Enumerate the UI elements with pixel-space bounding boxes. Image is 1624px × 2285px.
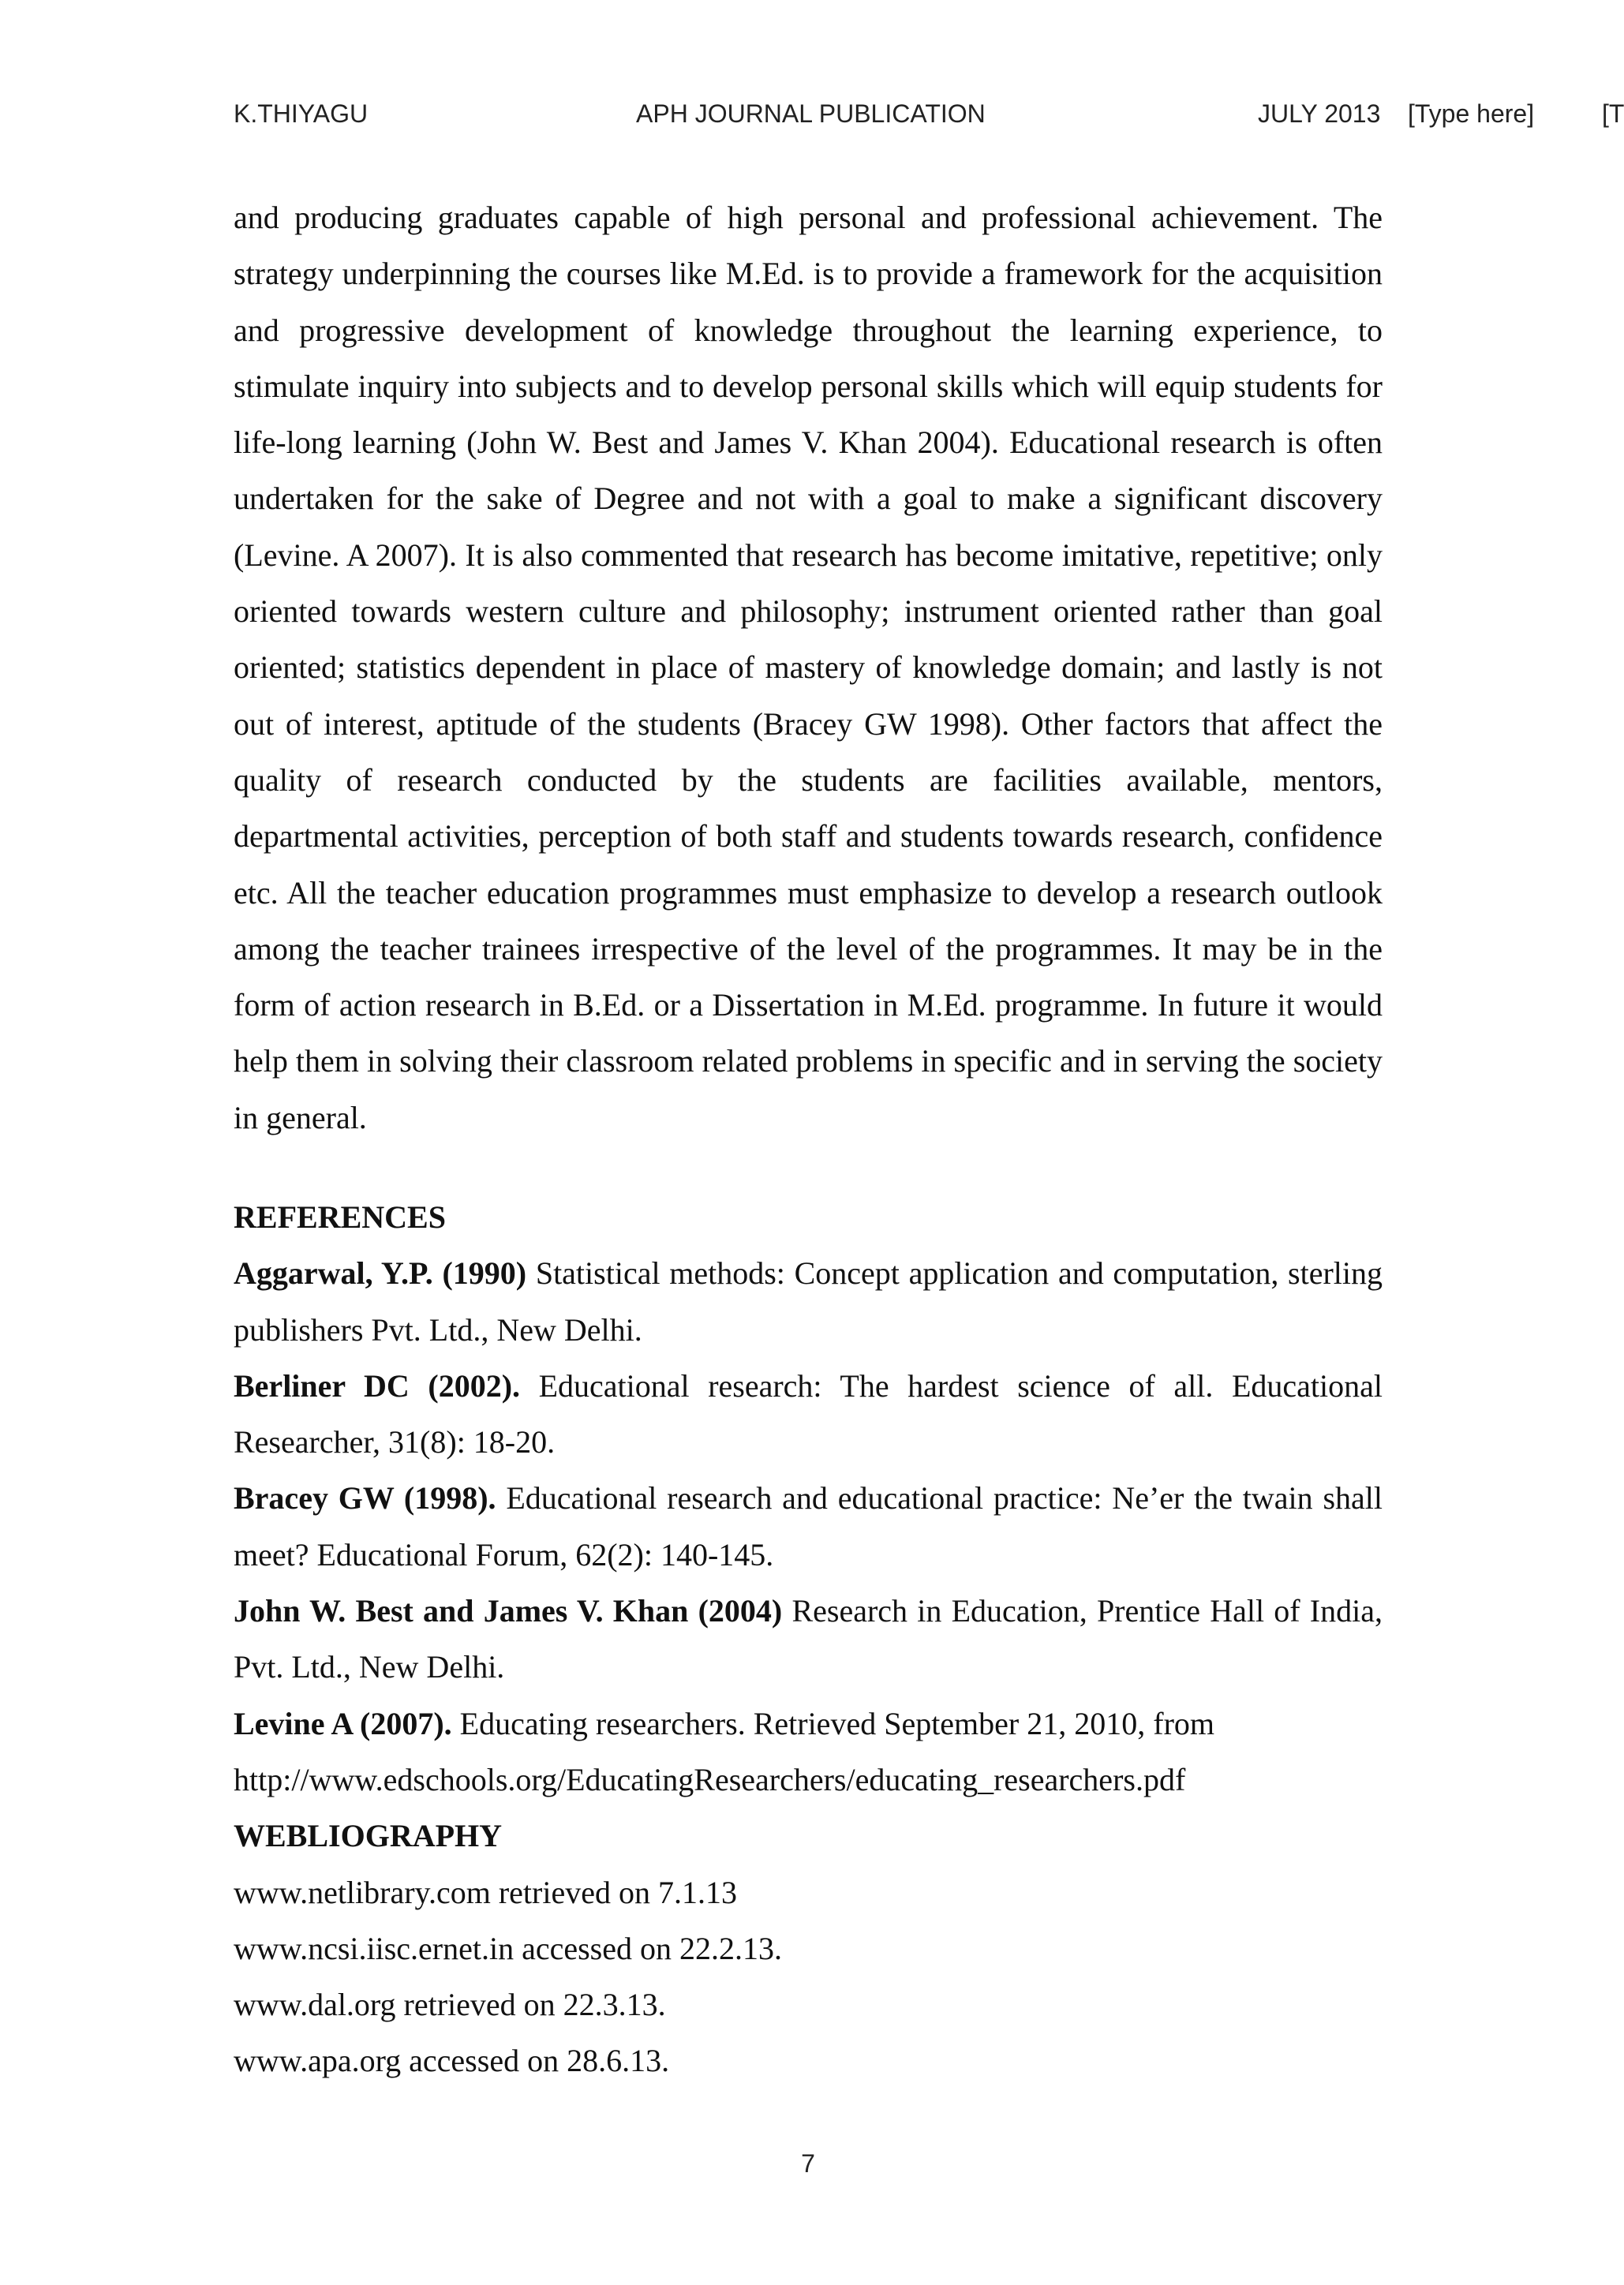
reference-url-link[interactable]: http://www.edschools.org/EducatingResearchers/educating_researchers.pdf: [234, 1761, 1186, 1797]
webliography-entry-netlibrary: www.netlibrary.com retrieved on 7.1.13: [234, 1874, 737, 1910]
webliography-entry-dal: www.dal.org retrieved on 22.3.13.: [234, 1987, 666, 2023]
reference-author: John W. Best and James V. Khan (2004): [234, 1593, 783, 1629]
reference-text: Educational research: The hardest science of all. Educational Researcher, 31(8): 18-20.: [234, 1367, 1383, 1460]
page-number: 7: [801, 2149, 815, 2178]
references-section: [234, 1189, 1383, 2089]
reference-author: Berliner DC (2002).: [234, 1367, 521, 1404]
reference-entry: [234, 1696, 1383, 1808]
page-header: [0, 99, 1624, 131]
reference-entry: [234, 1358, 1383, 1471]
body-paragraph: and producing graduates capable of high personal and professional achievement. The strategy underpinning the courses like M.Ed. is to provide a framework for the acquisition and progressive development of knowledge throughout the learning experience, to stimulate inquiry into subjects and to develop personal skills which will equip students for life-long learning (John W. Best and James V. Khan 2004). Educational research is often undertaken for the sake of Degree and not with a goal to make a significant discovery (Levine. A 2007). It is also commented that research has become imitative, repetitive; only oriented towards western culture and philosophy; instrument oriented rather than goal oriented; statistics dependent in place of mastery of knowledge domain; and lastly is not out of interest, aptitude of the students (Bracey GW 1998). Other factors that affect the quality of research conducted by the students are facilities available, mentors, departmental activities, perception of both staff and students towards research, confidence etc. All the teacher education programmes must emphasize to develop a research outlook among the teacher trainees irrespective of the level of the programmes. It may be in the form of action research in B.Ed. or a Dissertation in M.Ed. programme. In future it would help them in solving their classroom related problems in specific and in serving the society in general.: [234, 200, 1383, 1135]
webliography-heading: WEBLIOGRAPHY: [234, 1818, 503, 1854]
reference-author: Levine A (2007).: [234, 1705, 452, 1741]
header-placeholder-cutoff: [T: [1602, 99, 1624, 128]
header-author: K.THIYAGU: [234, 99, 369, 128]
reference-text: Educating researchers. Retrieved September 21, 2010, from: [451, 1705, 1214, 1741]
reference-author: Bracey GW (1998).: [234, 1480, 496, 1516]
reference-text: Educational research and educational practice: Ne’er the twain shall meet? Educational Forum, 62(2): 140-145.: [234, 1480, 1383, 1573]
reference-text: Statistical methods: Concept application and computation, sterling publishers Pvt. Ltd., New Delhi.: [234, 1255, 1383, 1348]
reference-entry: [234, 1583, 1383, 1696]
webliography-entry-apa: www.apa.org accessed on 28.6.13.: [234, 2043, 670, 2079]
references-heading: REFERENCES: [234, 1199, 446, 1235]
header-placeholder: [Type here]: [1408, 99, 1535, 128]
webliography-entry-ncsi: www.ncsi.iisc.ernet.in accessed on 22.2.13.: [234, 1930, 782, 1966]
reference-text: Research in Education, Prentice Hall of India, Pvt. Ltd., New Delhi.: [234, 1593, 1383, 1685]
reference-entry: [234, 1470, 1383, 1583]
header-journal-title: APH JOURNAL PUBLICATION: [636, 99, 986, 128]
reference-entry: [234, 1245, 1383, 1358]
reference-author: Aggarwal, Y.P. (1990): [234, 1255, 527, 1292]
header-date: JULY 2013: [1258, 99, 1381, 128]
